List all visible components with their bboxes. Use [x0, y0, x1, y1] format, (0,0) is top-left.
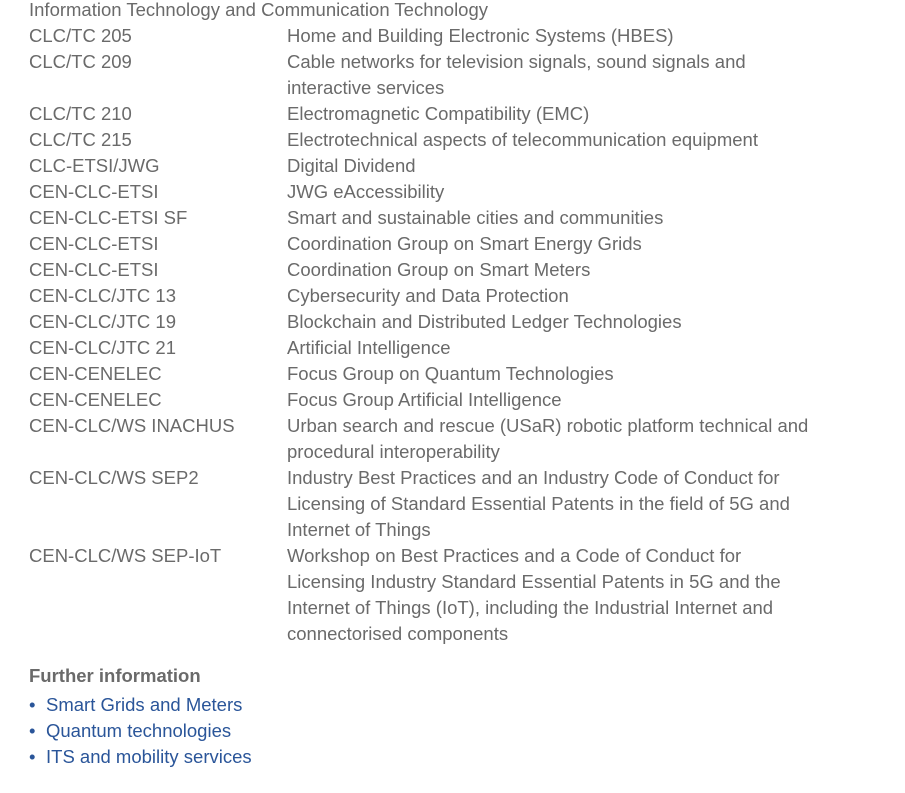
committee-description: [287, 49, 746, 101]
link-item: [29, 692, 808, 718]
description-line: Electrotechnical aspects of telecommunication equipment: [287, 129, 758, 150]
table-row: [29, 23, 808, 49]
table-row: [29, 283, 808, 309]
content: [29, 0, 808, 770]
committee-code: CEN-CLC/JTC 21: [29, 337, 176, 358]
committee-description: [287, 543, 781, 647]
bullet-icon: •: [29, 694, 36, 715]
committee-code: CLC/TC 205: [29, 25, 132, 46]
description-line: interactive services: [287, 77, 445, 98]
further-info-link[interactable]: ITS and mobility services: [46, 746, 252, 767]
committee-description: [287, 387, 562, 413]
table-row: [29, 205, 808, 231]
description-line: Smart and sustainable cities and communities: [287, 207, 664, 228]
committee-code: CEN-CLC-ETSI: [29, 181, 159, 202]
committee-description: [287, 465, 790, 543]
committee-description: [287, 309, 682, 335]
committee-code: CEN-CENELEC: [29, 363, 162, 384]
table-row: [29, 387, 808, 413]
description-line: Coordination Group on Smart Meters: [287, 259, 591, 280]
table-row: [29, 335, 808, 361]
description-line: Focus Group Artificial Intelligence: [287, 389, 562, 410]
description-line: Electromagnetic Compatibility (EMC): [287, 103, 590, 124]
description-line: Internet of Things (IoT), including the Industrial Internet and: [287, 597, 774, 618]
further-information-heading: Further information: [29, 665, 201, 686]
bullet-icon: •: [29, 746, 36, 767]
description-line: Cable networks for television signals, sound signals and: [287, 51, 746, 72]
description-line: Cybersecurity and Data Protection: [287, 285, 569, 306]
committee-code: CEN-CLC/WS SEP-IoT: [29, 545, 222, 566]
description-line: Licensing Industry Standard Essential Patents in 5G and the: [287, 571, 781, 592]
table-row: [29, 257, 808, 283]
further-information-links: [29, 692, 808, 770]
bullet-icon: •: [29, 720, 36, 741]
committee-table: [29, 23, 808, 647]
committee-code: CEN-CENELEC: [29, 389, 162, 410]
table-row: [29, 127, 808, 153]
table-row: [29, 231, 808, 257]
table-row: [29, 361, 808, 387]
table-row: [29, 179, 808, 205]
committee-description: [287, 257, 590, 283]
description-line: Artificial Intelligence: [287, 337, 451, 358]
committee-description: [287, 101, 589, 127]
committee-code: CLC/TC 215: [29, 129, 132, 150]
description-line: connectorised components: [287, 623, 509, 644]
description-line: Urban search and rescue (USaR) robotic platform technical and: [287, 415, 809, 436]
further-info-link[interactable]: Smart Grids and Meters: [46, 694, 243, 715]
committee-description: [287, 179, 444, 205]
description-line: Workshop on Best Practices and a Code of Conduct for: [287, 545, 742, 566]
table-row: [29, 153, 808, 179]
committee-code: CEN-CLC/WS INACHUS: [29, 415, 235, 436]
committee-code: CEN-CLC-ETSI: [29, 259, 159, 280]
committee-code: CLC/TC 210: [29, 103, 132, 124]
description-line: Blockchain and Distributed Ledger Technologies: [287, 311, 682, 332]
committee-description: [287, 335, 451, 361]
committee-code: CEN-CLC/WS SEP2: [29, 467, 199, 488]
committee-description: [287, 231, 642, 257]
committee-code: CEN-CLC/JTC 19: [29, 311, 176, 332]
link-item: [29, 718, 808, 744]
section-heading: Information Technology and Communication Technology: [29, 0, 489, 20]
committee-description: [287, 413, 808, 465]
committee-code: CLC-ETSI/JWG: [29, 155, 160, 176]
description-line: Internet of Things: [287, 519, 431, 540]
description-line: Focus Group on Quantum Technologies: [287, 363, 614, 384]
table-row: [29, 309, 808, 335]
description-line: JWG eAccessibility: [287, 181, 445, 202]
description-line: Digital Dividend: [287, 155, 416, 176]
description-line: Home and Building Electronic Systems (HBES): [287, 25, 674, 46]
table-row: [29, 413, 808, 465]
committee-description: [287, 153, 416, 179]
table-row: [29, 543, 808, 647]
description-line: Coordination Group on Smart Energy Grids: [287, 233, 642, 254]
committee-code: CEN-CLC-ETSI SF: [29, 207, 188, 228]
table-row: [29, 49, 808, 101]
link-item: [29, 744, 808, 770]
committee-code: CEN-CLC-ETSI: [29, 233, 159, 254]
description-line: procedural interoperability: [287, 441, 500, 462]
committee-code: CLC/TC 209: [29, 51, 132, 72]
committee-description: [287, 127, 758, 153]
table-row: [29, 101, 808, 127]
further-info-link[interactable]: Quantum technologies: [46, 720, 232, 741]
table-row: [29, 465, 808, 543]
committee-description: [287, 205, 663, 231]
committee-description: [287, 283, 569, 309]
description-line: Licensing of Standard Essential Patents in the field of 5G and: [287, 493, 790, 514]
committee-description: [287, 361, 614, 387]
committee-code: CEN-CLC/JTC 13: [29, 285, 176, 306]
description-line: Industry Best Practices and an Industry Code of Conduct for: [287, 467, 780, 488]
committee-description: [287, 23, 674, 49]
